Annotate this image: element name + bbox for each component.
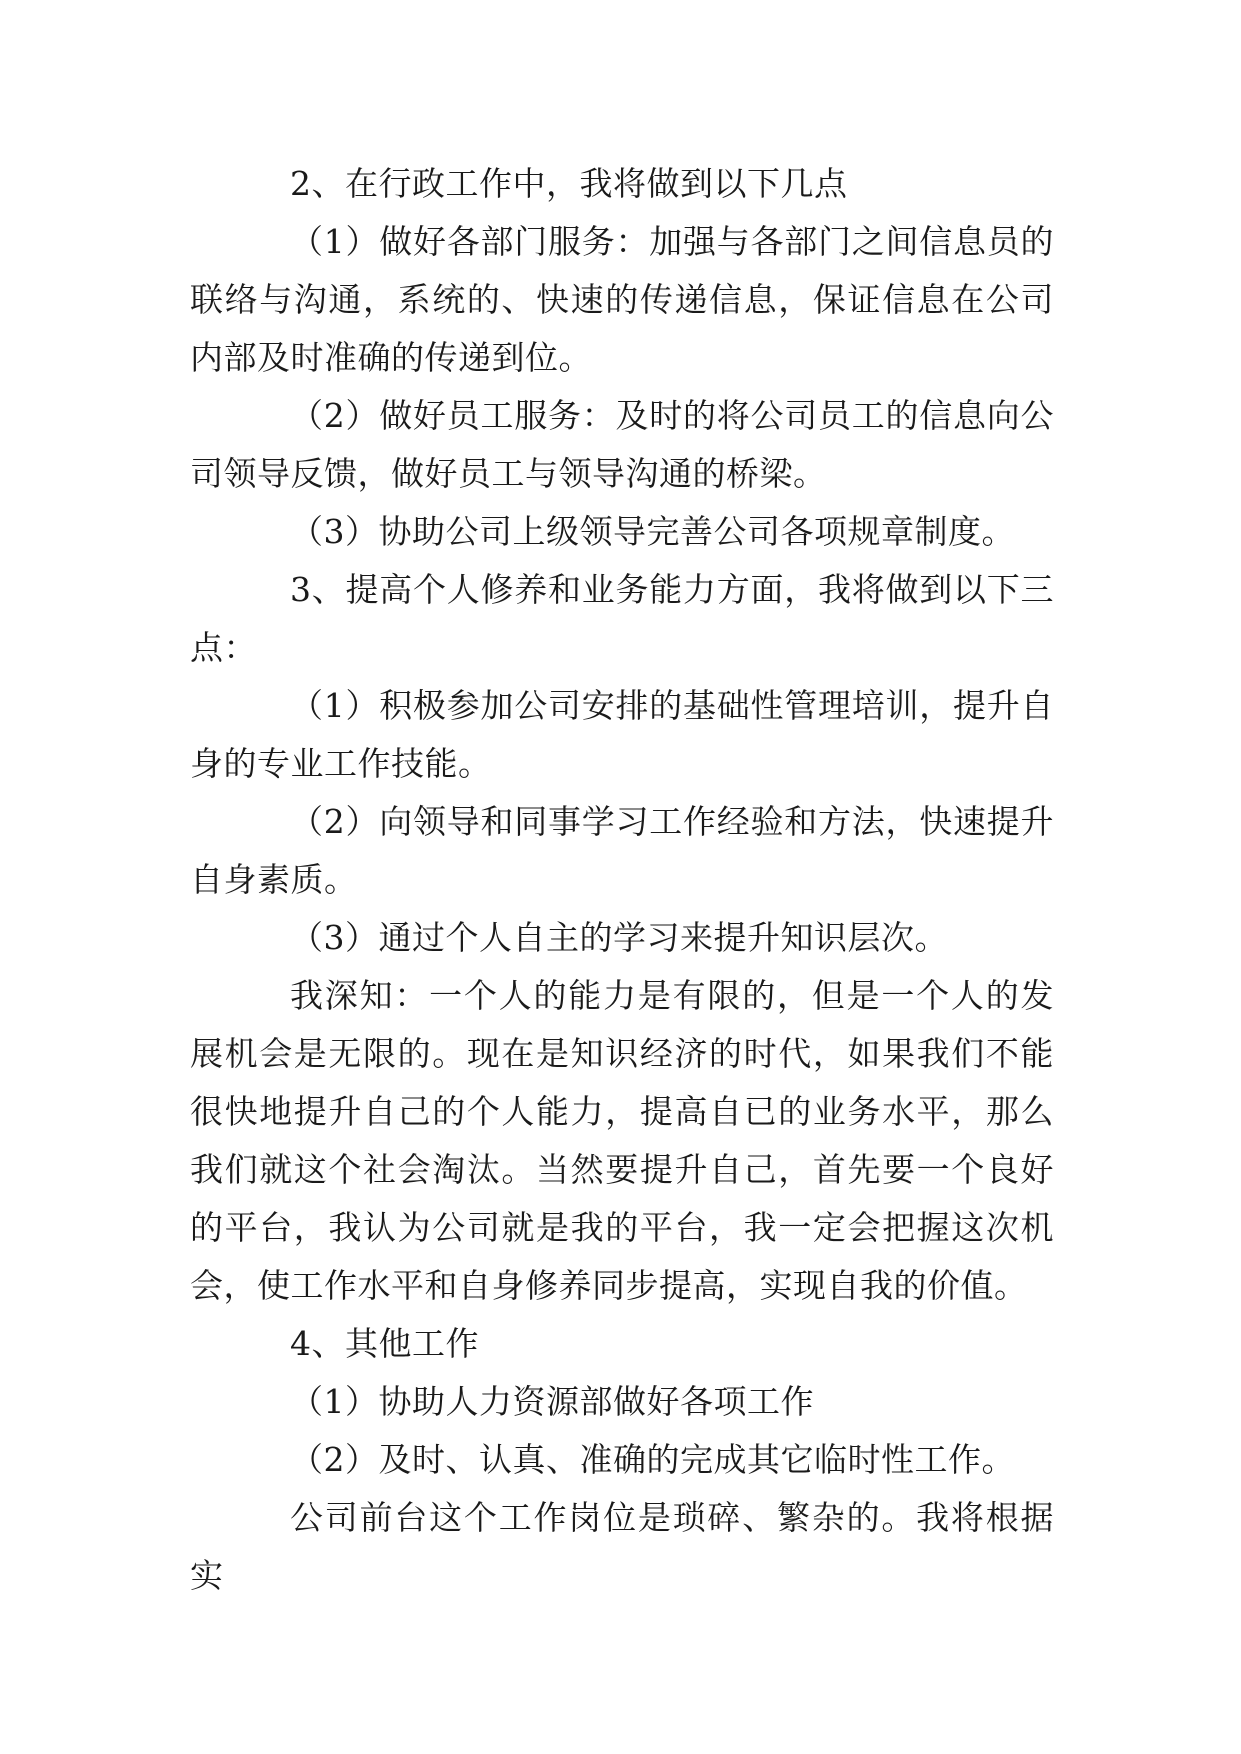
paragraph-dept-service: （1）做好各部门服务：加强与各部门之间信息员的联络与沟通，系统的、快速的传递信息，保证信息在公司内部及时准确的传递到位。	[190, 222, 1054, 377]
paragraph-learn-colleagues: （2）向领导和同事学习工作经验和方法，快速提升自身素质。	[190, 802, 1054, 899]
paragraph-self-study: （3）通过个人自主的学习来提升知识层次。	[290, 918, 948, 957]
paragraph-admin-heading: 2、在行政工作中，我将做到以下几点	[290, 164, 848, 203]
paragraph-regulations: （3）协助公司上级领导完善公司各项规章制度。	[290, 512, 1015, 551]
document-body	[190, 155, 1054, 1605]
paragraph-reflection: 我深知：一个人的能力是有限的，但是一个人的发展机会是无限的。现在是知识经济的时代，如果我们不能很快地提升自己的个人能力，提高自已的业务水平，那么我们就这个社会淘汰。当然要提升自己，首先要一个良好的平台，我认为公司就是我的平台，我一定会把握这次机会，使工作水平和自身修养同步提高，实现自我的价值。	[190, 976, 1054, 1305]
paragraph-other-heading: 4、其他工作	[290, 1324, 479, 1363]
paragraph-skills-heading: 3、提高个人修养和业务能力方面，我将做到以下三点：	[190, 570, 1054, 667]
paragraph-training: （1）积极参加公司安排的基础性管理培训，提升自身的专业工作技能。	[190, 686, 1054, 783]
paragraph-staff-service: （2）做好员工服务：及时的将公司员工的信息向公司领导反馈，做好员工与领导沟通的桥梁。	[190, 396, 1054, 493]
paragraph-temp-work: （2）及时、认真、准确的完成其它临时性工作。	[290, 1440, 1015, 1479]
paragraph-front-desk: 公司前台这个工作岗位是琐碎、繁杂的。我将根据实	[190, 1498, 1054, 1595]
paragraph-hr-assist: （1）协助人力资源部做好各项工作	[290, 1382, 814, 1421]
